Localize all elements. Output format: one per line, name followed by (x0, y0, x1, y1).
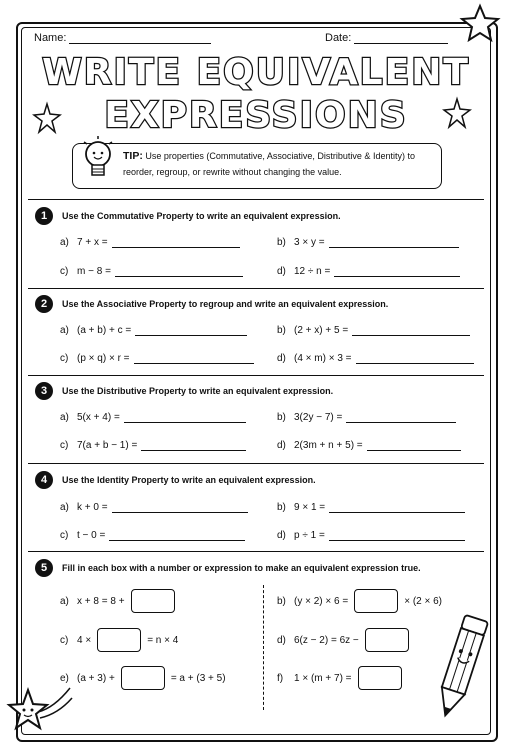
shooting-star-icon (4, 682, 74, 746)
date-field[interactable] (325, 32, 448, 44)
question-5c: c) 4 × = n × 4 (60, 628, 178, 652)
question-3d: d) 2(3m + n + 5) = (277, 440, 461, 451)
question-1b: b) 3 × y = (277, 237, 459, 248)
question-5d: d) 6(z − 2) = 6z − (277, 628, 415, 652)
question-2c: c) (p × q) × r = (60, 353, 254, 364)
question-4c: c) t − 0 = (60, 530, 245, 541)
question-2b: b) (2 + x) + 5 = (277, 325, 470, 336)
section-number: 1 (35, 207, 53, 225)
date-line[interactable] (354, 43, 448, 44)
star-icon (458, 2, 502, 46)
question-4d: d) p ÷ 1 = (277, 530, 465, 541)
answer-line[interactable] (329, 502, 465, 513)
tip-text: Use properties (Commutative, Associative, Distributive & Identity) to reorder, regroup, or rewrite without changing the value. (123, 151, 415, 177)
question-3b: b) 3(2y − 7) = (277, 412, 456, 423)
answer-line[interactable] (329, 530, 465, 541)
answer-line[interactable] (134, 353, 254, 364)
section-divider (28, 551, 484, 552)
question-4b: b) 9 × 1 = (277, 502, 465, 513)
sparkle-icon (32, 100, 62, 136)
answer-box[interactable] (354, 589, 398, 613)
answer-box[interactable] (121, 666, 165, 690)
answer-box[interactable] (131, 589, 175, 613)
section-instruction: Use the Associative Property to regroup and write an equivalent expression. (62, 299, 389, 309)
tip-label: TIP: (123, 150, 143, 162)
answer-line[interactable] (112, 502, 248, 513)
question-2d: d) (4 × m) × 3 = (277, 353, 474, 364)
answer-line[interactable] (346, 412, 456, 423)
sparkle-icon (442, 95, 472, 131)
answer-line[interactable] (135, 325, 247, 336)
answer-line[interactable] (334, 266, 460, 277)
question-2a: a) (a + b) + c = (60, 325, 247, 336)
name-label: Name: (34, 32, 67, 44)
section-instruction: Use the Commutative Property to write an equivalent expression. (62, 211, 341, 221)
date-label: Date: (325, 32, 352, 44)
section-1-heading (35, 207, 341, 225)
section-3-heading (35, 382, 333, 400)
question-4a: a) k + 0 = (60, 502, 248, 513)
question-5a: a) x + 8 = 8 + (60, 589, 181, 613)
answer-box[interactable] (365, 628, 409, 652)
question-1d: d) 12 ÷ n = (277, 266, 460, 277)
question-5e: e) (a + 3) + = a + (3 + 5) (60, 666, 226, 690)
section-number: 5 (35, 559, 53, 577)
section-divider (28, 199, 484, 200)
answer-line[interactable] (112, 237, 240, 248)
section-number: 3 (35, 382, 53, 400)
section-2-heading (35, 295, 388, 313)
column-divider (263, 585, 264, 710)
answer-line[interactable] (367, 440, 461, 451)
section-divider (28, 375, 484, 376)
answer-line[interactable] (356, 353, 474, 364)
title-line-2: EXPRESSIONS (104, 95, 408, 136)
section-divider (28, 288, 484, 289)
section-number: 2 (35, 295, 53, 313)
answer-box[interactable] (358, 666, 402, 690)
section-4-heading (35, 471, 316, 489)
title-line-1: WRITE EQUIVALENT (42, 52, 470, 93)
tip-box (72, 143, 442, 189)
answer-box[interactable] (97, 628, 141, 652)
answer-line[interactable] (115, 266, 243, 277)
section-instruction: Use the Distributive Property to write an equivalent expression. (62, 386, 334, 396)
name-line[interactable] (69, 43, 211, 44)
section-5-heading (35, 559, 421, 577)
name-field[interactable] (34, 32, 211, 44)
section-instruction: Use the Identity Property to write an equivalent expression. (62, 475, 316, 485)
question-5b: b) (y × 2) × 6 = × (2 × 6) (277, 589, 442, 613)
answer-line[interactable] (124, 412, 246, 423)
question-5f: f) 1 × (m + 7) = (277, 666, 408, 690)
answer-line[interactable] (141, 440, 246, 451)
pencil-mascot-icon (425, 610, 497, 725)
section-instruction: Fill in each box with a number or expression to make an equivalent expression true. (62, 563, 421, 573)
answer-line[interactable] (329, 237, 459, 248)
section-divider (28, 463, 484, 464)
question-1c: c) m − 8 = (60, 266, 243, 277)
section-number: 4 (35, 471, 53, 489)
answer-line[interactable] (109, 530, 245, 541)
question-3a: a) 5(x + 4) = (60, 412, 246, 423)
question-3c: c) 7(a + b − 1) = (60, 440, 246, 451)
answer-line[interactable] (352, 325, 470, 336)
question-1a: a) 7 + x = (60, 237, 240, 248)
lightbulb-icon (80, 134, 116, 186)
